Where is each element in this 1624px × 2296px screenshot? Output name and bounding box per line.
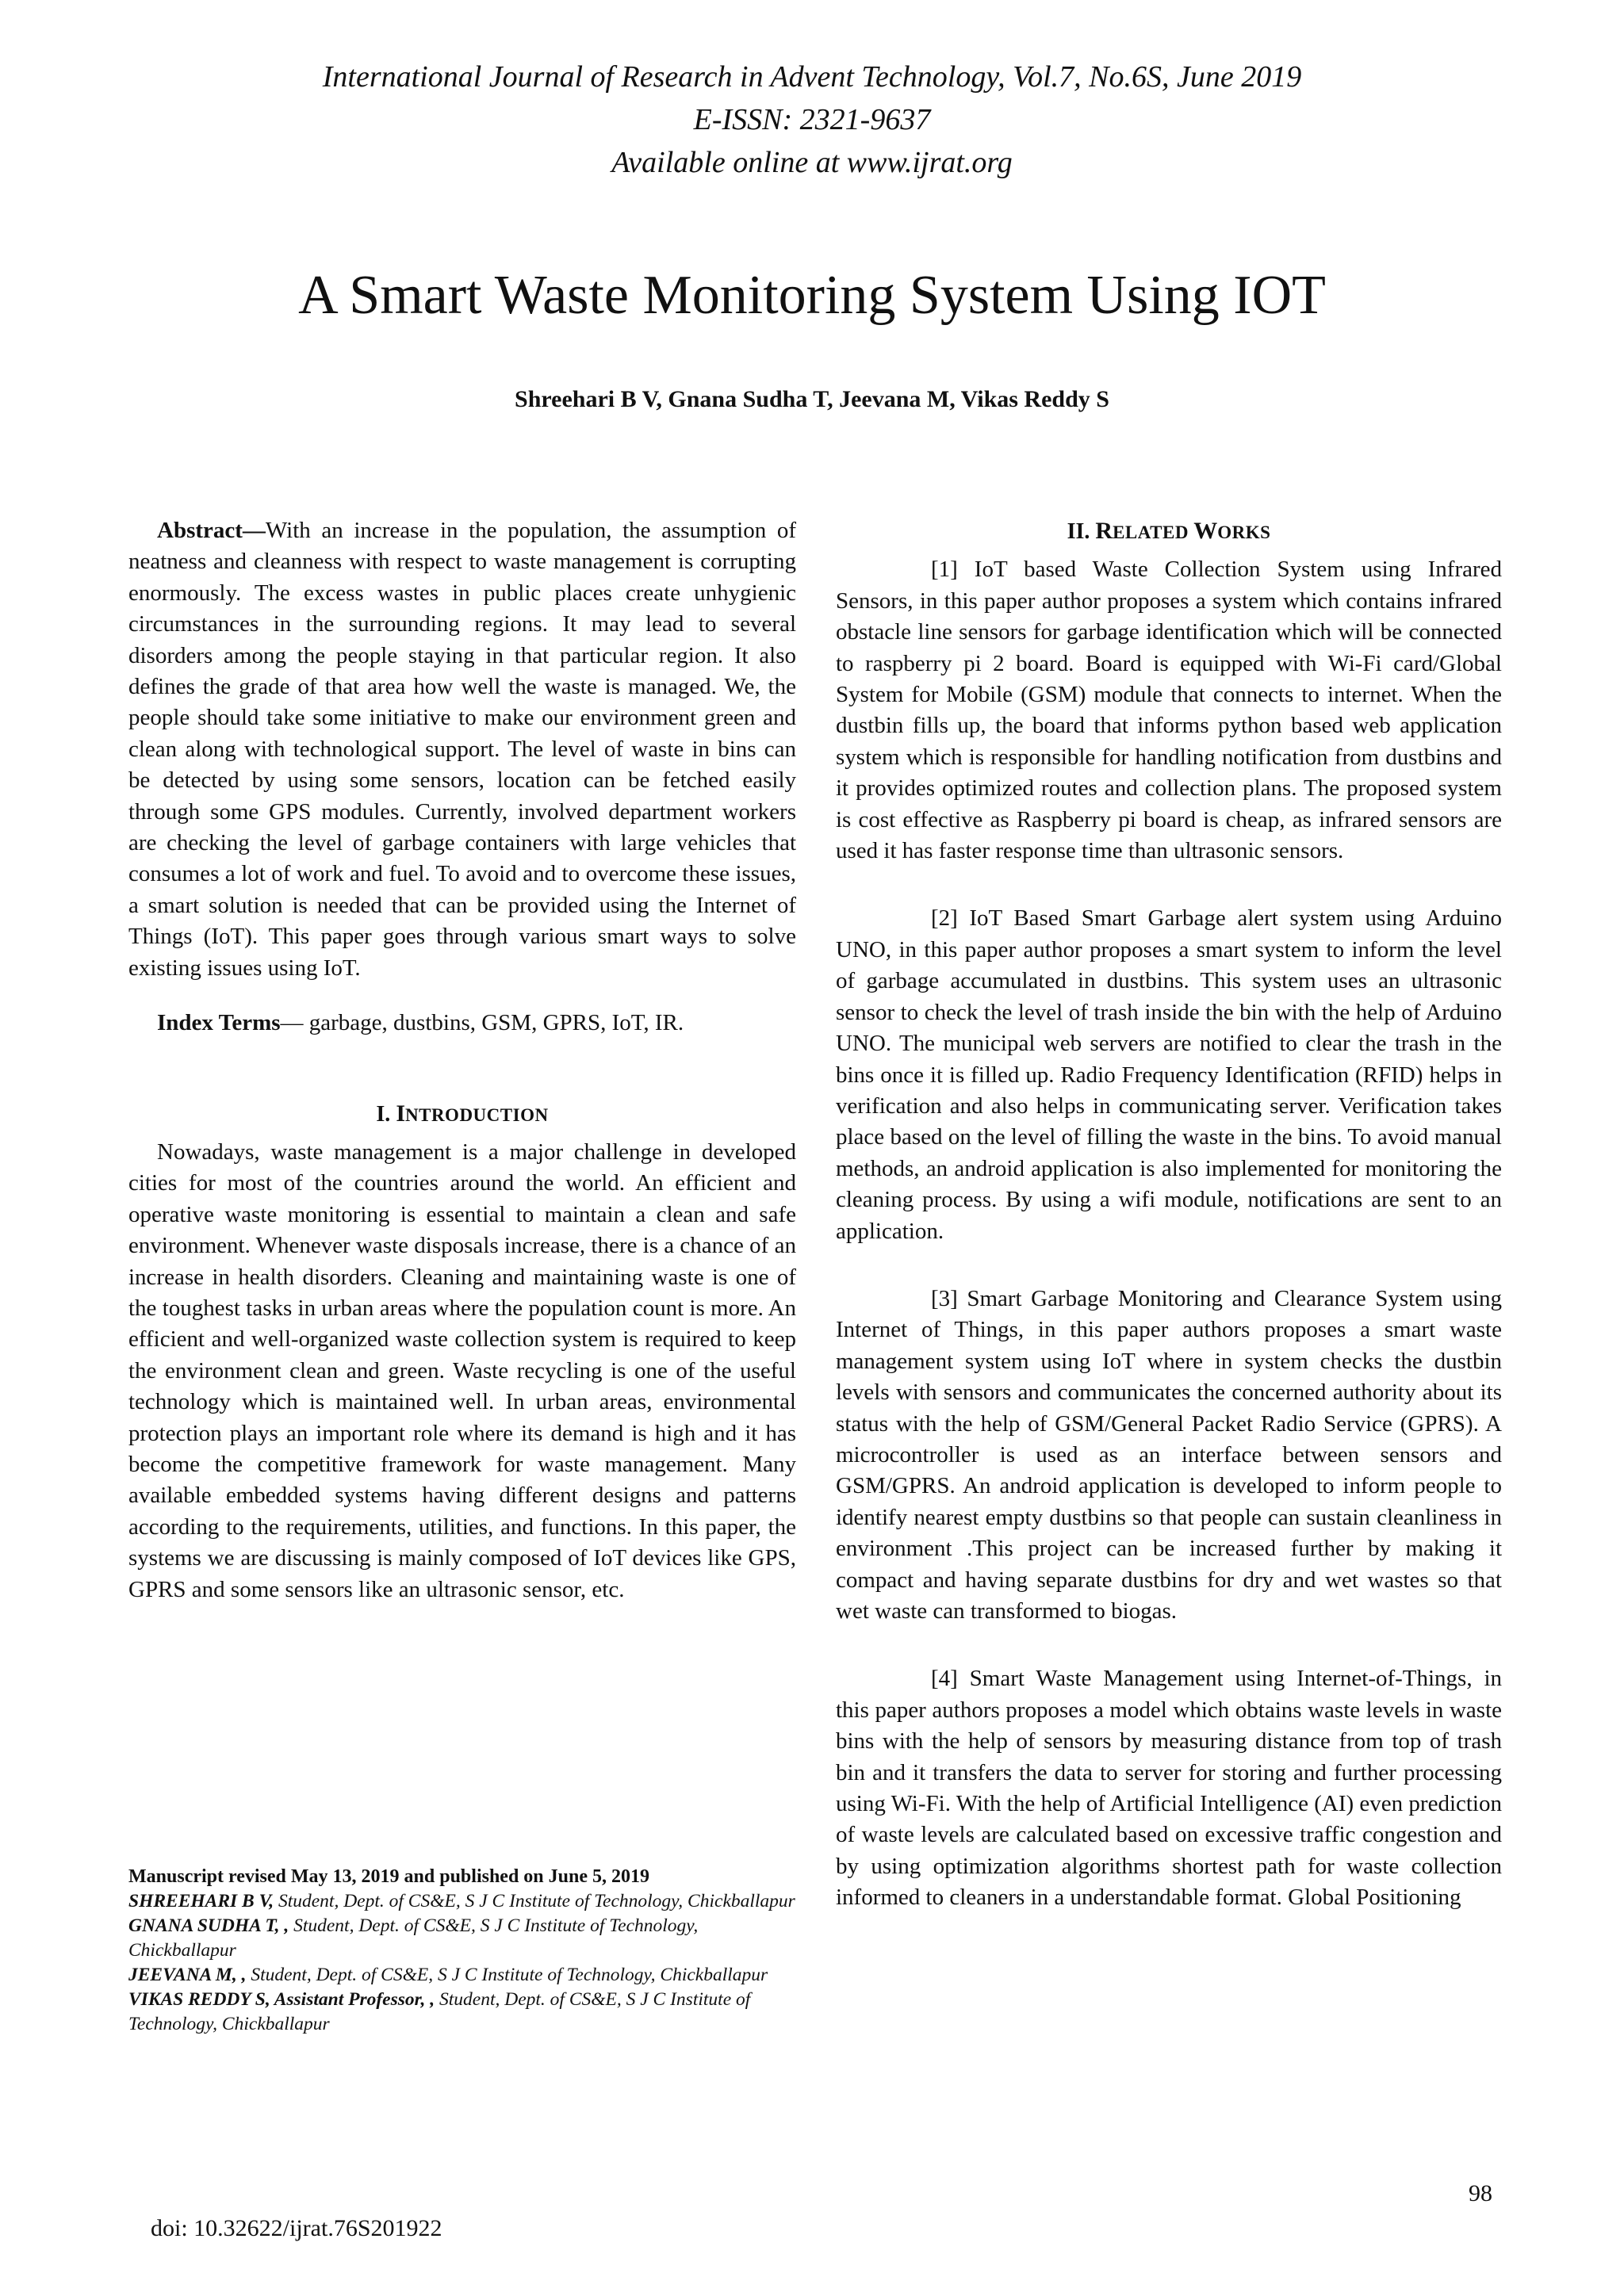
introduction-paragraph: Nowadays, waste management is a major challenge in developed cities for most of the countries around the world. An efficient and operative waste monitoring is essential to maintain a clean and safe environment. Whenever waste disposals increase, there is a chance of an increase in health disorders. Cleaning and maintaining waste is one of the toughest tasks in urban areas where the population count is more. An efficient and well-organized waste collection system is required to keep the environment clean and green. Waste recycling is one of the useful technology which is maintained well. In urban areas, environmental protection plays an important role where its demand is high and it has become the competitive framework for waste management. Many available embedded systems having different designs and patterns according to the requirements, utilities, and functions. In this paper, the systems we are discussing is mainly composed of IoT devices like GPS, GPRS and some sensors like an ultrasonic sensor, etc. (128, 1138, 796, 1602)
doi-link[interactable]: doi: 10.32622/ijrat.76S201922 (151, 2215, 442, 2241)
introduction-heading-initial: I (396, 1100, 405, 1127)
manuscript-note: Manuscript revised May 13, 2019 and published on June 5, 2019 (128, 1866, 649, 1887)
page-number: 98 (1469, 2180, 1492, 2206)
introduction-heading (128, 1098, 796, 1131)
index-terms-label: Index Terms (157, 1010, 281, 1036)
abstract-paragraph (128, 515, 796, 984)
journal-header (0, 55, 1624, 184)
left-column (128, 515, 796, 1605)
author-list: Shreehari B V, Gnana Sudha T, Jeevana M, Vikas Reddy S (515, 386, 1109, 412)
right-column (836, 515, 1502, 1914)
related-work-paragraph-4: [4] Smart Waste Management using Internet-of-Things, in this paper authors proposes a model which obtains waste levels in waste bins with the help of sensors by measuring distance from top of trash bin and it transfers the data to server for storing and further processing using Wi-Fi. With the help of Artificial Intelligence (AI) even prediction of waste levels are calculated based on excessive traffic congestion and by using optimization algorithms shortest path for waste collection informed to cleaners in a understandable format. Global Positioning (836, 1666, 1502, 1911)
related-works-initial-r: R (1095, 518, 1113, 544)
footnote-author-detail: Student, Dept. of CS&E, S J C Institute of Technology, Chickballapur (128, 1989, 751, 2034)
related-works-heading (836, 515, 1502, 548)
footnote-author-3 (128, 1963, 796, 1988)
journal-citation: International Journal of Research in Advent Technology, Vol.7, No.6S, June 2019 (322, 60, 1302, 94)
footnote-author-name: SHREEHARI B V, (128, 1891, 274, 1911)
footnote-author-detail: Student, Dept. of CS&E, S J C Institute of Technology, Chickballapur (274, 1891, 795, 1911)
related-work-paragraph-1: [1] IoT based Waste Collection System using Infrared Sensors, in this paper author proposes a system which contains infrared obstacle line sensors for garbage identification which will be connected to raspberry pi 2 board. Board is equipped with Wi-Fi card/Global System for Mobile (GSM) module that connects to internet. When the dustbin fills up, the board that informs python based web application system which is responsible for handling notification from dustbins and it provides optimized routes and collection plans. The proposed system is cost effective as Raspberry pi board is cheap, as infrared sensors are used it has faster response time than ultrasonic sensors. (836, 557, 1502, 864)
related-works-initial-w: W (1193, 518, 1218, 544)
abstract-label: Abstract— (157, 518, 266, 543)
introduction-heading-rest: NTRODUCTION (405, 1104, 549, 1125)
introduction-number: I. (376, 1101, 391, 1127)
index-terms-text: — garbage, dustbins, GSM, GPRS, IoT, IR. (280, 1010, 684, 1036)
footnote-author-name: VIKAS REDDY S, Assistant Professor, , (128, 1989, 435, 2010)
related-works-number: II. (1067, 519, 1090, 544)
abstract-text: With an increase in the population, the assumption of neatness and cleanness with respect to waste management is corrupting enormously. The excess wastes in public places create unhygienic circumstances in the surrounding regions. It may lead to several disorders among the people staying in that particular region. It also defines the grade of that area how well the waste is managed. We, the people should take some initiative to make our environment green and clean along with technological support. The level of waste in bins can be detected by using some sensors, location can be fetched easily through some GPS modules. Currently, involved department workers are checking the level of garbage containers with large vehicles that consumes a lot of work and fuel. To avoid and to overcome these issues, a smart solution is needed that can be provided using the Internet of Things (IoT). This paper goes through various smart ways to solve existing issues using IoT. (128, 518, 796, 981)
related-work-paragraph-3: [3] Smart Garbage Monitoring and Clearance System using Internet of Things, in this paper authors proposes a smart waste management system using IoT where in system checks the dustbin levels with sensors and communicates the concerned authority about its status with the help of GSM/General Packet Radio Service (GPRS). A microcontroller is used as an interface between sensors and GSM/GPRS. An android application is developed to inform people to identify nearest empty dustbins so that people can sustain cleanliness in environment .This project can be increased further by making it compact and having separate dustbins for dry and wet wastes so that wet waste can transformed to biogas. (836, 1285, 1502, 1624)
footnote-author-detail: Student, Dept. of CS&E, S J C Institute of Technology, Chickballapur (128, 1915, 699, 1961)
footnote-author-4 (128, 1988, 796, 2037)
index-terms (128, 1008, 796, 1039)
footnotes (128, 1865, 796, 2037)
journal-online-link: Available online at www.ijrat.org (611, 146, 1013, 179)
footnote-author-name: GNANA SUDHA T, , (128, 1915, 289, 1936)
footnote-author-name: JEEVANA M, , (128, 1965, 247, 1985)
related-work-paragraph-2: [2] IoT Based Smart Garbage alert system using Arduino UNO, in this paper author proposes a smart system to inform the level of garbage accumulated in dustbins. This system uses an ultrasonic sensor to check the level of trash inside the bin with the help of Arduino UNO. The municipal web servers are notified to clear the trash in the bins once it is filled up. Radio Frequency Identification (RFID) helps in verification and also helps in communicating server. Verification takes place based on the level of filling the waste in the bins. To avoid manual methods, an android application is also implemented for monitoring the cleaning process. By using a wifi module, notifications are sent to an application. (836, 905, 1502, 1244)
footnote-author-detail: Student, Dept. of CS&E, S J C Institute of Technology, Chickballapur (246, 1965, 768, 1985)
footnote-author-2 (128, 1914, 796, 1963)
footnote-author-1 (128, 1889, 796, 1914)
paper-title: A Smart Waste Monitoring System Using IOT (298, 265, 1326, 326)
related-works-heading-rest: ORKS (1217, 522, 1271, 542)
journal-issn: E-ISSN: 2321-9637 (693, 103, 931, 136)
related-works-heading-mid: ELATED (1113, 522, 1194, 542)
